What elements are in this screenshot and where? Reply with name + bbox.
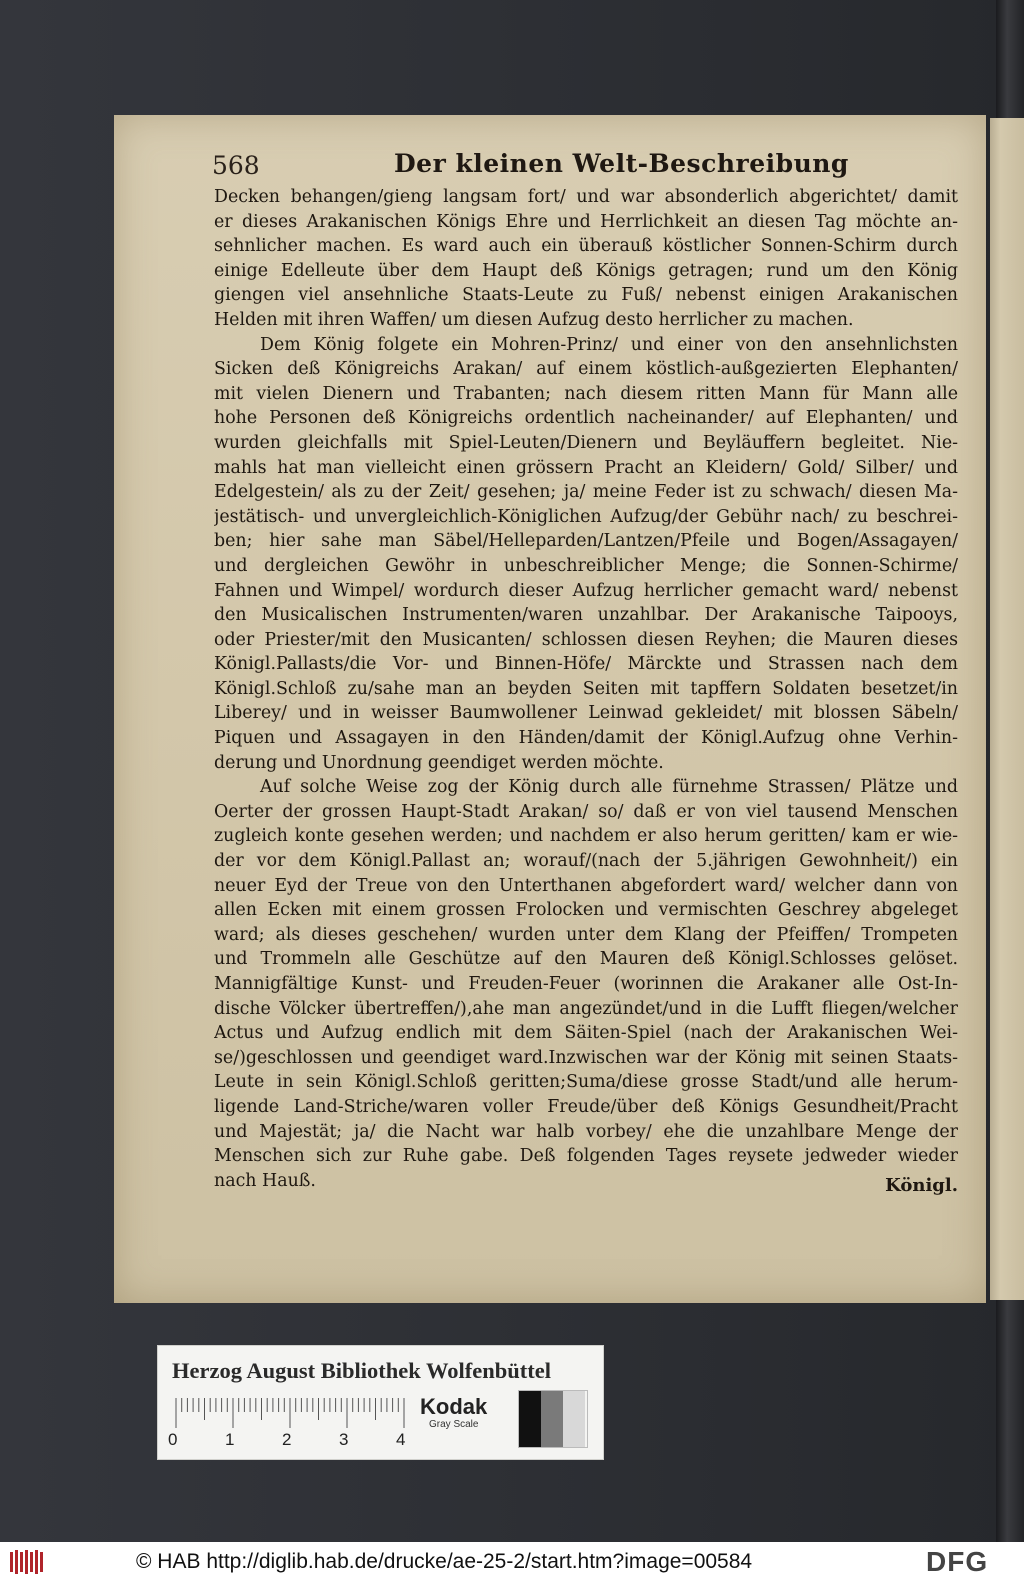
text-line: Helden mit ihren Waffen/ um diesen Aufzug desto herrlicher zu machen. xyxy=(214,309,854,330)
ruler-label: 1 xyxy=(225,1430,235,1449)
text-line: und dergleichen Gewöhr in unbeschreiblicher Menge; die Sonnen-Schirme/ xyxy=(214,555,958,576)
catchword: Königl. xyxy=(885,1175,958,1196)
text-line: Sicken deß Königreichs Arakan/ auf einem köstlich-außgezierten Elephanten/ xyxy=(214,359,958,380)
page-number: 568 xyxy=(212,151,260,180)
gray-scale-label: Gray Scale xyxy=(429,1419,479,1430)
text-line: hohe Personen deß Königreichs ordentlich nacheinander/ auf Elephanten/ und xyxy=(214,408,958,429)
ruler-label: 4 xyxy=(396,1430,406,1449)
text-line: und Trommeln alle Geschütze auf den Mauren deß Königl.Schlosses gelöset. xyxy=(214,949,958,970)
text-line: der vor dem Königl.Pallast an; worauf/(nach der 5.jährigen Gewohnheit/) ein xyxy=(214,851,958,872)
kodak-brand: Kodak xyxy=(420,1394,488,1419)
text-line: Menschen sich zur Ruhe gabe. Deß folgenden Tages reysete jedweder wieder xyxy=(214,1146,958,1167)
text-line: Oerter der grossen Haupt-Stadt Arakan/ so/ daß er von viel tausend Menschen xyxy=(214,801,958,822)
text-line: mahls hat man vielleicht einen grössern Pracht an Kleidern/ Gold/ Silber/ und xyxy=(214,457,958,478)
page-header xyxy=(212,149,972,189)
text-line: ben; hier sahe man Säbel/Helleparden/Lantzen/Pfeile und Bogen/Assagayen/ xyxy=(214,531,958,552)
text-line: neuer Eyd der Treue von den Unterthanen abgefordert ward/ welcher dann von xyxy=(214,875,958,896)
text-line: wurden gleichfalls mit Spiel-Leuten/Dienern und Beyläuffern begleitet. Nie- xyxy=(214,432,958,453)
book-page xyxy=(114,115,986,1303)
text-line: giengen viel ansehnliche Staats-Leute zu Fuß/ nebenst einigen Arakanischen xyxy=(214,285,958,306)
text-line: Actus und Aufzug endlich mit dem Säiten-Spiel (nach der Arakanischen Wei- xyxy=(214,1023,958,1044)
text-line: und Majestät; ja/ die Nacht war halb vorbey/ ehe die unzahlbare Menge der xyxy=(214,1121,958,1142)
text-line: se/)geschlossen und geendiget ward.Inzwischen war der König mit seinen Staats- xyxy=(214,1047,958,1068)
ruler-scale xyxy=(172,1396,412,1432)
text-line: Decken behangen/gieng langsam fort/ und war absonderlich abgerichtet/ damit xyxy=(214,187,958,207)
footer-bar xyxy=(0,1542,1024,1582)
body-text xyxy=(214,185,958,1193)
text-line: mit vielen Dienern und Trabanten; nach diesem ritten Mann für Mann alle xyxy=(214,383,958,404)
text-line: allen Ecken mit einem grossen Frolocken und vermischten Geschrey abgeleget xyxy=(214,900,958,921)
library-name: Herzog August Bibliothek Wolfenbüttel xyxy=(172,1358,551,1383)
next-page-edge xyxy=(990,118,1024,1300)
dfg-logo: DFG xyxy=(926,1546,989,1577)
text-line: oder Priester/mit den Musicanten/ schlossen diesen Reyhen; die Mauren dieses xyxy=(214,629,958,650)
copyright-url: © HAB http://diglib.hab.de/drucke/ae-25-2/start.htm?image=00584 xyxy=(136,1550,753,1573)
running-head: Der kleinen Welt-Beschreibung xyxy=(394,149,849,178)
text-line: sehnlicher machen. Es ward auch ein überauß köstlicher Sonnen-Schirm durch xyxy=(214,236,958,257)
gray-swatch xyxy=(541,1391,563,1447)
gray-scale-swatches xyxy=(518,1390,588,1448)
text-line: Auf solche Weise zog der König durch alle fürnehme Strassen/ Plätze und xyxy=(260,777,958,798)
text-line: jestätisch- und unvergleichlich-Königlichen Aufzug/der Gebühr nach/ zu beschrei- xyxy=(214,506,958,527)
text-line: Liberey/ und in weisser Baumwollener Leinwad gekleidet/ mit blossen Säbeln/ xyxy=(214,703,958,724)
gray-swatch xyxy=(563,1391,585,1447)
text-line: Königl.Pallasts/die Vor- und Binnen-Höfe/ Märckte und Strassen nach dem xyxy=(214,654,958,675)
text-line: zugleich konte gesehen werden; und nachdem er also herum geritten/ kam er wie- xyxy=(214,826,958,847)
ruler-label: 2 xyxy=(282,1430,292,1449)
ruler-label: 3 xyxy=(339,1430,349,1449)
text-line: Edelgestein/ als zu der Zeit/ gesehen; ja/ meine Feder ist zu schwach/ diesen Ma- xyxy=(214,482,958,503)
color-calibration-card xyxy=(157,1345,604,1460)
text-line: er dieses Arakanischen Königs Ehre und Herrlichkeit an diesen Tag möchte an- xyxy=(214,211,958,232)
hab-logo-icon xyxy=(8,1548,48,1576)
text-line: einige Edelleute über dem Haupt deß Königs getragen; rund um den König xyxy=(214,260,958,281)
text-line: Piquen und Assagayen in den Händen/damit der Königl.Aufzug ohne Verhin- xyxy=(214,728,958,749)
text-line: ward; als dieses geschehen/ wurden unter dem Klang der Pfeiffen/ Trompeten xyxy=(214,924,958,945)
text-line: Dem König folgete ein Mohren-Prinz/ und einer von den ansehnlichsten xyxy=(260,334,958,355)
ruler-label: 0 xyxy=(168,1430,178,1449)
text-line: nach Hauß. xyxy=(214,1170,316,1191)
text-line: den Musicalischen Instrumenten/waren unzahlbar. Der Arakanische Taipooys, xyxy=(214,605,958,626)
text-line: Fahnen und Wimpel/ wordurch dieser Aufzug herrlicher gemacht ward/ nebenst xyxy=(214,580,958,601)
gray-swatch xyxy=(519,1391,541,1447)
text-line: derung und Unordnung geendiget werden möchte. xyxy=(214,752,664,773)
text-line: Mannigfältige Kunst- und Freuden-Feuer (worinnen die Arakaner alle Ost-In- xyxy=(214,974,958,994)
text-line: Leute in sein Königl.Schloß geritten;Suma/diese grosse Stadt/und alle herum- xyxy=(214,1072,958,1093)
text-line: Königl.Schloß zu/sahe man an beyden Seiten mit tapffern Soldaten besetzet/in xyxy=(214,678,958,699)
text-line: ligende Land-Striche/waren voller Freude/über deß Königs Gesundheit/Pracht xyxy=(214,1096,958,1117)
text-line: dische Völcker übertreffen/),ahe man angezündet/und in die Lufft fliegen/welcher xyxy=(214,998,958,1019)
